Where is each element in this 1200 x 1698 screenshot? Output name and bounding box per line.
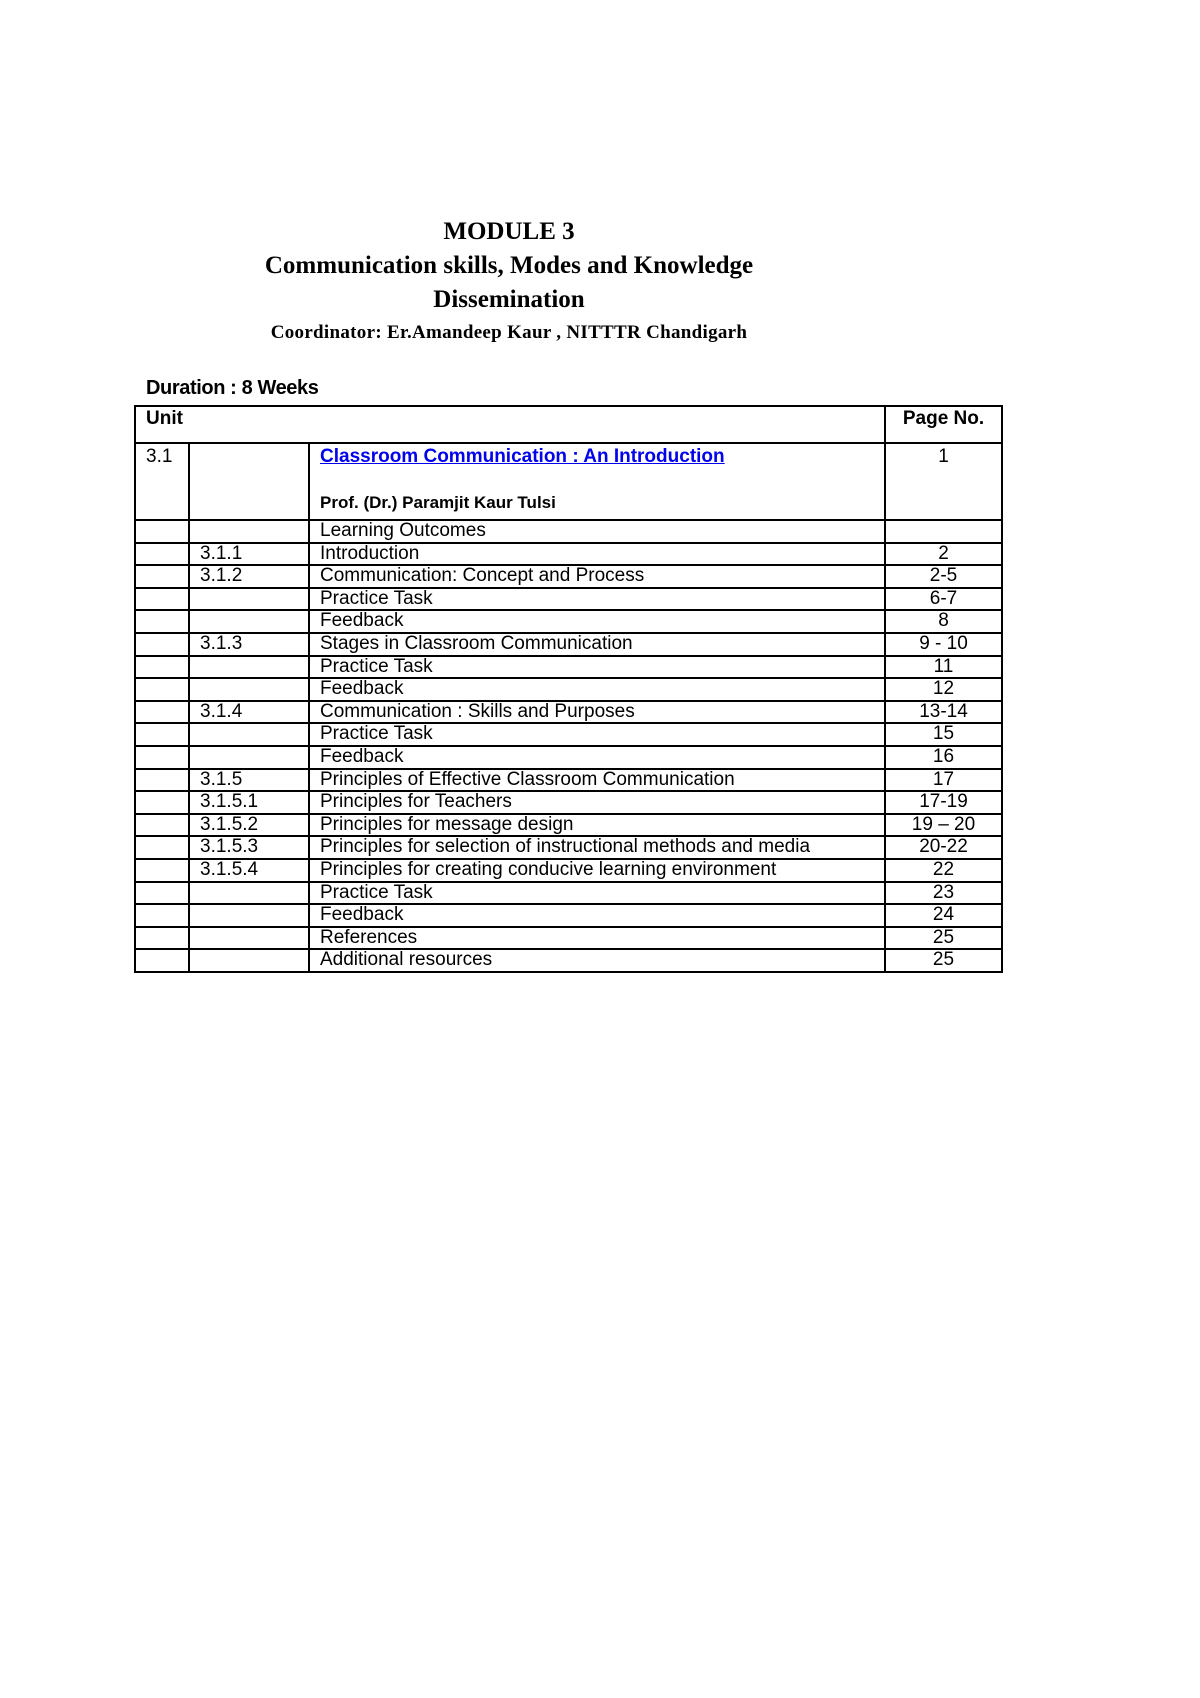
sub-unit-number: 3.1.5	[189, 769, 309, 792]
unit-number	[135, 746, 189, 769]
section-title: Communication: Concept and Process	[309, 565, 885, 588]
page-number: 25	[885, 949, 1002, 972]
page-number: 8	[885, 610, 1002, 633]
page-number: 20-22	[885, 836, 1002, 859]
unit-author: Prof. (Dr.) Paramjit Kaur Tulsi	[320, 493, 556, 512]
sub-unit-number: 3.1.5.4	[189, 859, 309, 882]
sub-unit-number: 3.1.2	[189, 565, 309, 588]
page-number: 19 – 20	[885, 814, 1002, 837]
page-number: 22	[885, 859, 1002, 882]
page-number: 23	[885, 882, 1002, 905]
sub-unit-number	[189, 746, 309, 769]
section-title: Principles of Effective Classroom Communication	[309, 769, 885, 792]
duration-label: Duration : 8 Weeks	[146, 377, 319, 399]
table-row	[135, 633, 1002, 656]
section-title: Introduction	[309, 543, 885, 566]
sub-unit-number	[189, 656, 309, 679]
section-title: Feedback	[309, 678, 885, 701]
page-number: 2	[885, 543, 1002, 566]
page-number: 24	[885, 904, 1002, 927]
section-title: Additional resources	[309, 949, 885, 972]
sub-unit-number: 3.1.5.3	[189, 836, 309, 859]
sub-unit-number: 3.1.5.1	[189, 791, 309, 814]
section-title: Communication : Skills and Purposes	[309, 701, 885, 724]
page-number: 16	[885, 746, 1002, 769]
unit-number: 3.1	[135, 443, 189, 520]
sub-unit-number: 3.1.3	[189, 633, 309, 656]
unit-number	[135, 791, 189, 814]
section-title: Feedback	[309, 904, 885, 927]
section-title: References	[309, 927, 885, 950]
page-number	[885, 520, 1002, 543]
unit-number	[135, 814, 189, 837]
page-number: 2-5	[885, 565, 1002, 588]
page-number: 1	[885, 443, 1002, 520]
table-row	[135, 723, 1002, 746]
module-heading: MODULE 3	[443, 218, 575, 245]
unit-title-cell	[309, 443, 885, 520]
table-row	[135, 927, 1002, 950]
unit-column-header: Unit	[135, 406, 885, 443]
contents-table	[134, 405, 1003, 973]
page-number: 13-14	[885, 701, 1002, 724]
sub-unit-number: 3.1.5.2	[189, 814, 309, 837]
sub-unit-number	[189, 520, 309, 543]
page-number: 6-7	[885, 588, 1002, 611]
table-row	[135, 588, 1002, 611]
table-row	[135, 543, 1002, 566]
page-column-header: Page No.	[885, 406, 1002, 443]
sub-unit-number	[189, 588, 309, 611]
table-row	[135, 656, 1002, 679]
table-row	[135, 769, 1002, 792]
page-number: 15	[885, 723, 1002, 746]
table-row	[135, 836, 1002, 859]
table-row	[135, 443, 1002, 520]
page-number: 12	[885, 678, 1002, 701]
sub-unit-number: 3.1.4	[189, 701, 309, 724]
sub-unit-number	[189, 927, 309, 950]
section-title: Practice Task	[309, 656, 885, 679]
page-number: 11	[885, 656, 1002, 679]
section-title: Feedback	[309, 746, 885, 769]
table-row	[135, 701, 1002, 724]
unit-number	[135, 633, 189, 656]
sub-unit-number	[189, 949, 309, 972]
sub-unit-number: 3.1.1	[189, 543, 309, 566]
module-title-line2: Dissemination	[433, 286, 585, 313]
table-header-row	[135, 406, 1002, 443]
table-row	[135, 904, 1002, 927]
section-title: Learning Outcomes	[309, 520, 885, 543]
section-title: Principles for Teachers	[309, 791, 885, 814]
page-number: 25	[885, 927, 1002, 950]
table-row	[135, 678, 1002, 701]
table-row	[135, 746, 1002, 769]
unit-number	[135, 701, 189, 724]
section-title: Practice Task	[309, 588, 885, 611]
unit-number	[135, 543, 189, 566]
table-row	[135, 859, 1002, 882]
sub-unit-number	[189, 723, 309, 746]
unit-number	[135, 520, 189, 543]
sub-unit-number	[189, 904, 309, 927]
unit-number	[135, 949, 189, 972]
unit-number	[135, 678, 189, 701]
unit-number	[135, 656, 189, 679]
sub-unit-number	[189, 678, 309, 701]
unit-number	[135, 927, 189, 950]
section-title: Stages in Classroom Communication	[309, 633, 885, 656]
unit-number	[135, 836, 189, 859]
page-number: 9 - 10	[885, 633, 1002, 656]
unit-number	[135, 904, 189, 927]
page-number: 17	[885, 769, 1002, 792]
unit-number	[135, 565, 189, 588]
module-title-line1: Communication skills, Modes and Knowledge	[264, 252, 754, 279]
unit-number	[135, 769, 189, 792]
section-title: Principles for message design	[309, 814, 885, 837]
table-row	[135, 565, 1002, 588]
table-row	[135, 814, 1002, 837]
table-row	[135, 882, 1002, 905]
coordinator-line: Coordinator: Er.Amandeep Kaur , NITTTR Chandigarh	[270, 322, 748, 343]
page-number: 17-19	[885, 791, 1002, 814]
sub-unit-number	[189, 443, 309, 520]
unit-number	[135, 723, 189, 746]
section-title: Principles for selection of instructional methods and media	[309, 836, 885, 859]
unit-number	[135, 859, 189, 882]
section-title: Practice Task	[309, 723, 885, 746]
table-row	[135, 520, 1002, 543]
unit-number	[135, 882, 189, 905]
unit-number	[135, 610, 189, 633]
table-row	[135, 949, 1002, 972]
table-row	[135, 791, 1002, 814]
sub-unit-number	[189, 882, 309, 905]
section-title: Feedback	[309, 610, 885, 633]
sub-unit-number	[189, 610, 309, 633]
table-row	[135, 610, 1002, 633]
section-title: Principles for creating conducive learning environment	[309, 859, 885, 882]
unit-title-link[interactable]: Classroom Communication : An Introduction	[320, 446, 725, 467]
unit-number	[135, 588, 189, 611]
section-title: Practice Task	[309, 882, 885, 905]
